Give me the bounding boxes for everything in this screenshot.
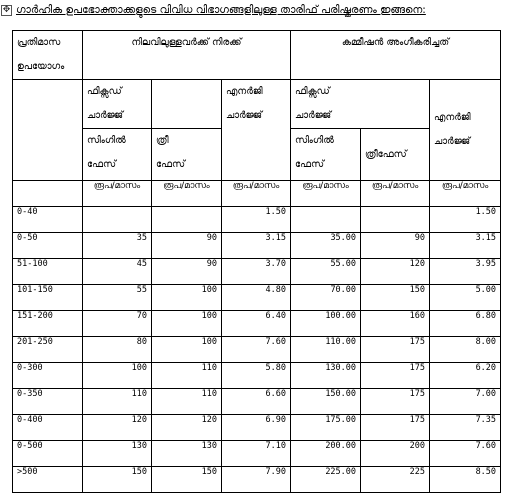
current-fixed-charge-blank bbox=[152, 80, 222, 129]
current-energy-charge-header: എനർജി ചാർജ്ജ് bbox=[222, 80, 291, 181]
header-row-charges bbox=[13, 80, 501, 129]
tariff-data-body bbox=[13, 207, 501, 493]
current-single-phase-cell: 110 bbox=[83, 389, 152, 415]
usage-cell: >500 bbox=[13, 467, 83, 493]
usage-header-blank bbox=[13, 80, 83, 181]
new-three-phase-cell: 120 bbox=[361, 259, 430, 285]
document-title: ഗാർഹിക ഉപഭോക്താക്കളുടെ വിവിധ വിഭാഗങ്ങളിലുള്ള താരിഫ് പരിഷ്കരണം ഇങ്ങനെ: bbox=[16, 4, 426, 16]
current-single-phase-cell: 100 bbox=[83, 363, 152, 389]
new-three-phase-cell: 90 bbox=[361, 233, 430, 259]
new-energy-cell: 8.00 bbox=[430, 337, 501, 363]
new-energy-cell: 7.00 bbox=[430, 389, 501, 415]
current-single-phase-header: സിംഗിൽ ഫേസ് bbox=[83, 129, 152, 181]
table-row bbox=[13, 363, 501, 389]
current-three-phase-cell: 100 bbox=[152, 337, 222, 363]
current-single-phase-cell: 80 bbox=[83, 337, 152, 363]
new-three-phase-cell bbox=[361, 207, 430, 233]
new-energy-charge-header: എനർജി ചാർജ്ജ് bbox=[430, 80, 501, 181]
table-row bbox=[13, 337, 501, 363]
usage-header: പ്രതിമാസ ഉപയോഗം bbox=[13, 31, 83, 80]
new-three-phase-cell: 175 bbox=[361, 363, 430, 389]
new-energy-cell: 7.35 bbox=[430, 415, 501, 441]
table-row bbox=[13, 259, 501, 285]
new-fixed-charge-header: ഫിക്സഡ് ചാർജ്ജ് bbox=[291, 80, 430, 129]
current-rate-header: നിലവിലുള്ളവർക്ക് നിരക്ക് bbox=[83, 31, 291, 80]
table-row bbox=[13, 311, 501, 337]
usage-cell: 0-50 bbox=[13, 233, 83, 259]
unit-cell: രൂപ/മാസം bbox=[83, 181, 152, 207]
table-row bbox=[13, 467, 501, 493]
usage-cell: 51-100 bbox=[13, 259, 83, 285]
usage-cell: 151-200 bbox=[13, 311, 83, 337]
current-three-phase-cell: 100 bbox=[152, 285, 222, 311]
current-single-phase-cell: 130 bbox=[83, 441, 152, 467]
new-single-phase-cell: 110.00 bbox=[291, 337, 361, 363]
current-energy-cell: 7.90 bbox=[222, 467, 291, 493]
unit-cell: രൂപ/മാസം bbox=[430, 181, 501, 207]
table-move-handle-icon[interactable]: ✥ bbox=[2, 5, 11, 15]
table-row bbox=[13, 441, 501, 467]
current-energy-cell: 6.90 bbox=[222, 415, 291, 441]
current-energy-cell: 1.50 bbox=[222, 207, 291, 233]
current-energy-cell: 3.15 bbox=[222, 233, 291, 259]
table-row bbox=[13, 207, 501, 233]
usage-cell: 201-250 bbox=[13, 337, 83, 363]
current-single-phase-cell: 55 bbox=[83, 285, 152, 311]
current-three-phase-cell: 150 bbox=[152, 467, 222, 493]
current-single-phase-cell bbox=[83, 207, 152, 233]
new-energy-cell: 3.95 bbox=[430, 259, 501, 285]
current-three-phase-cell: 110 bbox=[152, 363, 222, 389]
new-energy-cell: 7.60 bbox=[430, 441, 501, 467]
new-energy-cell: 8.50 bbox=[430, 467, 501, 493]
current-single-phase-cell: 70 bbox=[83, 311, 152, 337]
tariff-table bbox=[12, 30, 501, 493]
usage-cell: 0-500 bbox=[13, 441, 83, 467]
usage-cell: 101-150 bbox=[13, 285, 83, 311]
current-fixed-charge-header: ഫിക്സഡ് ചാർജ്ജ് bbox=[83, 80, 152, 129]
current-energy-cell: 6.40 bbox=[222, 311, 291, 337]
table-row bbox=[13, 389, 501, 415]
current-three-phase-header: ത്രീ ഫേസ് bbox=[152, 129, 222, 181]
unit-cell: രൂപ/മാസം bbox=[291, 181, 361, 207]
header-row-groups bbox=[13, 31, 501, 80]
current-three-phase-cell: 90 bbox=[152, 233, 222, 259]
current-three-phase-cell: 130 bbox=[152, 441, 222, 467]
new-single-phase-cell: 175.00 bbox=[291, 415, 361, 441]
new-three-phase-cell: 200 bbox=[361, 441, 430, 467]
new-single-phase-cell: 100.00 bbox=[291, 311, 361, 337]
current-single-phase-cell: 35 bbox=[83, 233, 152, 259]
new-three-phase-cell: 175 bbox=[361, 415, 430, 441]
units-row bbox=[13, 181, 501, 207]
table-row bbox=[13, 415, 501, 441]
new-single-phase-cell bbox=[291, 207, 361, 233]
new-single-phase-header: സിംഗിൽ ഫേസ് bbox=[291, 129, 361, 181]
new-energy-cell: 3.15 bbox=[430, 233, 501, 259]
current-energy-cell: 4.80 bbox=[222, 285, 291, 311]
new-three-phase-cell: 225 bbox=[361, 467, 430, 493]
current-energy-cell: 6.60 bbox=[222, 389, 291, 415]
new-energy-cell: 6.20 bbox=[430, 363, 501, 389]
unit-cell: രൂപ/മാസം bbox=[222, 181, 291, 207]
new-single-phase-cell: 130.00 bbox=[291, 363, 361, 389]
new-three-phase-cell: 175 bbox=[361, 337, 430, 363]
current-three-phase-cell bbox=[152, 207, 222, 233]
new-single-phase-cell: 70.00 bbox=[291, 285, 361, 311]
usage-cell: 0-40 bbox=[13, 207, 83, 233]
new-single-phase-cell: 200.00 bbox=[291, 441, 361, 467]
new-three-phase-cell: 150 bbox=[361, 285, 430, 311]
usage-cell: 0-400 bbox=[13, 415, 83, 441]
current-energy-cell: 5.80 bbox=[222, 363, 291, 389]
commission-approved-header: കമ്മീഷൻ അംഗീകരിച്ചത് bbox=[291, 31, 501, 80]
current-three-phase-cell: 110 bbox=[152, 389, 222, 415]
usage-cell: 0-300 bbox=[13, 363, 83, 389]
new-single-phase-cell: 225.00 bbox=[291, 467, 361, 493]
new-single-phase-cell: 55.00 bbox=[291, 259, 361, 285]
table-row bbox=[13, 233, 501, 259]
current-three-phase-cell: 90 bbox=[152, 259, 222, 285]
new-energy-cell: 5.00 bbox=[430, 285, 501, 311]
unit-cell bbox=[13, 181, 83, 207]
new-three-phase-header: ത്രീഫേസ് bbox=[361, 129, 430, 181]
new-energy-cell: 6.80 bbox=[430, 311, 501, 337]
current-energy-cell: 7.60 bbox=[222, 337, 291, 363]
current-single-phase-cell: 45 bbox=[83, 259, 152, 285]
current-energy-cell: 3.70 bbox=[222, 259, 291, 285]
new-single-phase-cell: 150.00 bbox=[291, 389, 361, 415]
current-single-phase-cell: 120 bbox=[83, 415, 152, 441]
usage-cell: 0-350 bbox=[13, 389, 83, 415]
new-three-phase-cell: 160 bbox=[361, 311, 430, 337]
current-three-phase-cell: 100 bbox=[152, 311, 222, 337]
new-energy-cell: 1.50 bbox=[430, 207, 501, 233]
current-single-phase-cell: 150 bbox=[83, 467, 152, 493]
unit-cell: രൂപ/മാസം bbox=[361, 181, 430, 207]
current-energy-cell: 7.10 bbox=[222, 441, 291, 467]
table-row bbox=[13, 285, 501, 311]
new-three-phase-cell: 175 bbox=[361, 389, 430, 415]
unit-cell: രൂപ/മാസം bbox=[152, 181, 222, 207]
current-three-phase-cell: 120 bbox=[152, 415, 222, 441]
new-single-phase-cell: 35.00 bbox=[291, 233, 361, 259]
